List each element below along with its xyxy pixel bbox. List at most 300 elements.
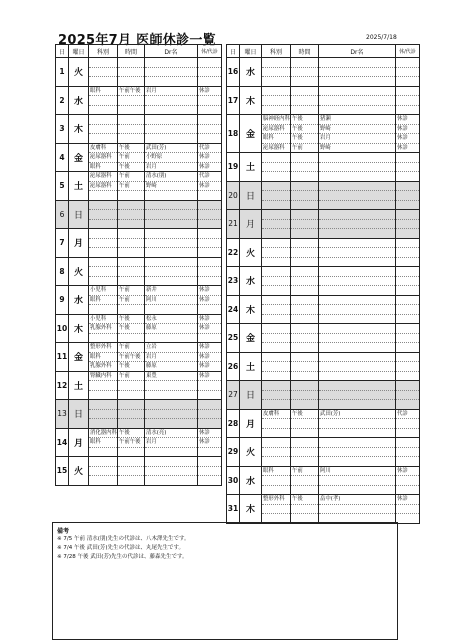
doctor-cell	[144, 371, 197, 400]
entry-doctor: 小野原	[145, 153, 197, 163]
entry-dept	[262, 448, 290, 458]
entry-doctor	[319, 305, 395, 315]
entry-status	[396, 296, 419, 306]
entry-status	[198, 106, 221, 115]
entry-dept: 眼科	[90, 163, 101, 170]
entry-doctor	[145, 58, 197, 68]
entry-status: 代診	[198, 144, 221, 154]
entry-status: 休診	[198, 163, 210, 170]
entry-status	[198, 229, 221, 239]
entry-time	[118, 134, 144, 143]
time-cell	[117, 257, 144, 286]
day-row	[227, 153, 420, 182]
entry-status: 休診	[198, 438, 221, 448]
entry-time	[291, 296, 318, 306]
entry-doctor	[145, 96, 197, 106]
dept-cell	[89, 257, 118, 286]
time-cell	[290, 115, 318, 153]
entry-doctor	[319, 315, 395, 324]
entry-dept	[89, 58, 117, 68]
entry-status	[198, 305, 221, 314]
time-cell	[117, 172, 144, 201]
entry-status	[396, 315, 419, 324]
day-row	[56, 257, 222, 286]
entry-doctor	[145, 277, 197, 286]
entry-time	[291, 505, 318, 515]
entry-doctor	[145, 476, 197, 485]
entry-dept	[89, 134, 117, 143]
day-number: 4	[56, 143, 69, 172]
entry-time	[291, 239, 318, 249]
entry-status: 休診	[198, 343, 221, 353]
time-cell	[290, 381, 318, 410]
status-cell	[197, 257, 221, 286]
dept-cell	[262, 352, 291, 381]
entry-dept: 乳腺外科	[89, 324, 117, 334]
entry-doctor	[319, 201, 395, 210]
entry-time: 午前	[118, 296, 144, 306]
entry-status	[198, 77, 221, 86]
entry-status	[396, 457, 419, 466]
entry-doctor: 岩月	[319, 134, 395, 144]
remarks-title: 備考	[57, 528, 70, 535]
time-cell	[290, 267, 318, 296]
schedule-table-left	[55, 44, 222, 486]
status-cell	[197, 400, 221, 429]
entry-dept	[262, 315, 290, 324]
weekday: 月	[240, 210, 262, 239]
time-cell	[290, 295, 318, 324]
entry-dept: 乳腺外科	[90, 363, 112, 369]
day-number: 12	[56, 371, 69, 400]
entry-time	[118, 305, 144, 314]
status-cell	[197, 457, 221, 486]
entry-status	[198, 201, 221, 211]
entry-time	[118, 448, 144, 457]
dept-cell	[262, 181, 291, 210]
entry-status	[396, 400, 419, 409]
header-row	[227, 45, 420, 58]
entry-dept	[89, 258, 117, 268]
entry-time	[291, 201, 318, 210]
weekday: 金	[240, 324, 262, 353]
time-cell	[117, 371, 144, 400]
entry-status: 休診	[396, 115, 419, 125]
dept-cell	[89, 200, 118, 229]
entry-dept	[89, 381, 117, 391]
entry-time	[118, 400, 144, 410]
weekday: 水	[69, 86, 89, 115]
weekday: 木	[240, 495, 262, 524]
entry-time	[291, 438, 318, 448]
weekday: 水	[240, 466, 262, 495]
entry-doctor: 武田(芳)	[145, 144, 197, 154]
entry-time: 午後	[118, 163, 130, 170]
doctor-cell	[144, 115, 197, 144]
weekday: 土	[69, 172, 89, 201]
entry-time	[291, 457, 318, 466]
entry-doctor: 野崎	[319, 144, 331, 151]
entry-doctor	[319, 362, 395, 372]
entry-status: 休診	[198, 363, 210, 369]
entry-dept	[89, 229, 117, 239]
status-cell	[197, 200, 221, 229]
status-cell	[197, 172, 221, 201]
entry-dept	[89, 457, 117, 467]
weekday: 水	[69, 286, 89, 315]
dept-cell	[262, 381, 291, 410]
entry-dept	[262, 353, 290, 363]
entry-doctor	[319, 391, 395, 401]
header-weekday: 曜日	[240, 45, 262, 58]
doctor-cell	[318, 153, 395, 182]
entry-dept	[89, 305, 117, 314]
entry-time: 午前	[118, 153, 144, 163]
day-number: 27	[227, 381, 240, 410]
day-row	[56, 457, 222, 486]
entry-time	[291, 419, 318, 429]
entry-status	[396, 172, 419, 181]
entry-doctor	[145, 191, 197, 200]
entry-time	[291, 220, 318, 230]
day-number: 28	[227, 409, 240, 438]
entry-dept	[89, 467, 117, 477]
doctor-cell	[318, 324, 395, 353]
entry-status	[198, 419, 221, 428]
entry-dept	[89, 115, 117, 125]
day-row	[227, 438, 420, 467]
print-date: 2025/7/18	[366, 34, 397, 41]
entry-doctor	[145, 381, 197, 391]
entry-time: 午後	[118, 315, 144, 325]
entry-time	[118, 239, 144, 249]
entry-doctor	[319, 153, 395, 163]
entry-doctor	[319, 77, 395, 86]
entry-doctor: 藤原	[145, 363, 157, 369]
entry-doctor	[145, 134, 197, 143]
entry-dept	[262, 267, 290, 277]
entry-status	[396, 58, 419, 68]
entry-time: 午前	[291, 144, 303, 151]
entry-dept: 眼科	[262, 467, 290, 477]
entry-status	[396, 448, 419, 458]
doctor-cell	[144, 343, 197, 372]
entry-time	[118, 277, 144, 286]
entry-time	[291, 286, 318, 295]
entry-doctor	[319, 353, 395, 363]
entry-doctor	[319, 324, 395, 334]
entry-time	[291, 106, 318, 115]
entry-doctor	[319, 239, 395, 249]
entry-status	[396, 353, 419, 363]
status-cell	[395, 115, 419, 153]
entry-dept	[89, 220, 117, 229]
time-cell	[117, 314, 144, 343]
entry-doctor	[145, 419, 197, 428]
weekday: 火	[69, 58, 89, 87]
header-time: 時間	[290, 45, 318, 58]
status-cell	[197, 115, 221, 144]
remarks-line: ※ 7/28 午後 武田(芳)先生の代診は、藤森先生です。	[57, 554, 188, 560]
entry-dept: 泌尿器科	[89, 153, 117, 163]
day-row	[227, 86, 420, 115]
day-row	[227, 267, 420, 296]
entry-doctor	[319, 267, 395, 277]
status-cell	[197, 286, 221, 315]
page-title: 2025年7月 医師休診一覧	[58, 33, 216, 48]
entry-dept	[262, 248, 290, 258]
time-cell	[117, 143, 144, 172]
entry-dept	[89, 201, 117, 211]
dept-cell	[262, 86, 291, 115]
entry-time	[291, 372, 318, 381]
entry-time	[291, 87, 318, 97]
entry-status	[198, 334, 221, 343]
entry-dept: 眼科	[89, 438, 117, 448]
entry-status	[396, 220, 419, 230]
entry-dept: 泌尿器科	[89, 172, 117, 182]
time-cell	[117, 58, 144, 87]
entry-doctor: 畠中(孝)	[319, 495, 395, 505]
status-cell	[197, 314, 221, 343]
entry-doctor	[145, 400, 197, 410]
entry-doctor	[145, 68, 197, 78]
entry-dept	[262, 239, 290, 249]
entry-doctor	[145, 448, 197, 457]
time-cell	[290, 153, 318, 182]
day-row	[56, 200, 222, 229]
day-number: 30	[227, 466, 240, 495]
doctor-cell	[318, 295, 395, 324]
day-row	[227, 495, 420, 524]
doctor-cell	[318, 438, 395, 467]
entry-status	[396, 429, 419, 438]
status-cell	[395, 210, 419, 239]
entry-status	[198, 239, 221, 249]
entry-time: 午後	[291, 410, 318, 420]
day-number: 8	[56, 257, 69, 286]
entry-time	[118, 115, 144, 125]
entry-dept	[262, 96, 290, 106]
dept-cell	[89, 371, 118, 400]
weekday: 日	[240, 181, 262, 210]
entry-status: 休診	[396, 467, 419, 477]
entry-doctor: 岩月	[145, 163, 157, 170]
entry-time	[118, 381, 144, 391]
status-cell	[197, 58, 221, 87]
entry-dept	[89, 77, 117, 86]
entry-doctor	[145, 467, 197, 477]
dept-cell	[262, 153, 291, 182]
entry-time	[291, 324, 318, 334]
entry-doctor: 阿川	[319, 467, 395, 477]
status-cell	[197, 428, 221, 457]
time-cell	[117, 457, 144, 486]
weekday: 火	[240, 438, 262, 467]
dept-cell	[89, 457, 118, 486]
dept-cell	[262, 210, 291, 239]
entry-status	[396, 505, 419, 515]
entry-dept	[89, 391, 117, 400]
entry-doctor	[319, 419, 395, 429]
entry-dept	[89, 248, 117, 257]
status-cell	[395, 295, 419, 324]
entry-dept: 整形外科	[262, 495, 290, 505]
weekday: 月	[69, 428, 89, 457]
weekday: 火	[69, 457, 89, 486]
entry-doctor	[319, 182, 395, 192]
entry-time: 午前	[118, 172, 144, 182]
entry-status: 代診	[396, 410, 419, 420]
dept-cell	[89, 400, 118, 429]
entry-dept	[262, 343, 290, 352]
entry-doctor	[145, 410, 197, 420]
day-number: 23	[227, 267, 240, 296]
entry-doctor	[319, 296, 395, 306]
entry-doctor: 岩月	[145, 353, 197, 363]
status-cell	[395, 352, 419, 381]
entry-time	[291, 258, 318, 267]
entry-status	[396, 96, 419, 106]
entry-time	[118, 391, 144, 400]
time-cell	[117, 343, 144, 372]
entry-status	[396, 191, 419, 201]
day-row	[227, 295, 420, 324]
entry-status	[396, 163, 419, 173]
day-number: 18	[227, 115, 240, 153]
entry-status	[198, 68, 221, 78]
entry-time: 午前	[118, 182, 144, 192]
weekday: 火	[69, 257, 89, 286]
entry-doctor	[145, 77, 197, 86]
day-row	[227, 409, 420, 438]
entry-dept: 泌尿器科	[263, 144, 285, 151]
entry-status	[396, 277, 419, 287]
entry-status	[396, 486, 419, 495]
day-number: 6	[56, 200, 69, 229]
day-row	[56, 172, 222, 201]
entry-status	[198, 210, 221, 220]
entry-time: 午前	[118, 343, 144, 353]
entry-status	[198, 467, 221, 477]
entry-doctor	[145, 229, 197, 239]
entry-status: 休診	[198, 315, 221, 325]
entry-status	[396, 362, 419, 372]
entry-dept	[262, 505, 290, 515]
entry-time	[291, 362, 318, 372]
day-number: 1	[56, 58, 69, 87]
entry-doctor	[319, 429, 395, 438]
entry-status: 休診	[396, 125, 419, 135]
entry-time	[291, 277, 318, 287]
entry-status	[198, 258, 221, 268]
entry-dept	[262, 419, 290, 429]
entry-dept: 小児科	[89, 286, 117, 296]
entry-status	[198, 267, 221, 277]
entry-dept	[262, 258, 290, 267]
entry-status: 休診	[198, 153, 221, 163]
dept-cell	[89, 86, 118, 115]
time-cell	[117, 286, 144, 315]
entry-dept	[262, 277, 290, 287]
entry-status	[396, 153, 419, 163]
entry-doctor	[319, 248, 395, 258]
entry-doctor	[145, 305, 197, 314]
weekday: 木	[69, 314, 89, 343]
entry-dept	[89, 277, 117, 286]
entry-dept	[262, 220, 290, 230]
entry-status	[396, 77, 419, 86]
header-time: 時間	[117, 45, 144, 58]
entry-time	[291, 486, 318, 495]
remarks-box	[52, 522, 398, 640]
entry-time	[118, 248, 144, 257]
entry-time: 午前	[291, 467, 318, 477]
doctor-cell	[144, 58, 197, 87]
day-number: 31	[227, 495, 240, 524]
entry-status	[396, 267, 419, 277]
dept-cell	[262, 295, 291, 324]
header-row	[56, 45, 222, 58]
doctor-cell	[318, 495, 395, 524]
day-row	[56, 343, 222, 372]
entry-doctor	[145, 258, 197, 268]
entry-doctor	[319, 343, 395, 352]
entry-time	[118, 77, 144, 86]
entry-doctor	[145, 210, 197, 220]
entry-status: 休診	[396, 144, 408, 151]
doctor-cell	[318, 181, 395, 210]
day-number: 29	[227, 438, 240, 467]
entry-doctor: 野崎	[319, 125, 395, 135]
time-cell	[290, 324, 318, 353]
weekday: 月	[69, 229, 89, 258]
entry-time	[118, 201, 144, 211]
entry-doctor	[319, 476, 395, 486]
entry-doctor	[319, 448, 395, 458]
entry-time	[291, 77, 318, 86]
doctor-cell	[144, 172, 197, 201]
day-number: 2	[56, 86, 69, 115]
doctor-cell	[144, 200, 197, 229]
day-number: 11	[56, 343, 69, 372]
entry-time	[291, 476, 318, 486]
entry-dept	[262, 381, 290, 391]
entry-dept	[262, 201, 290, 210]
entry-dept: 皮膚科	[262, 410, 290, 420]
doctor-cell	[144, 428, 197, 457]
entry-status: 休診	[396, 134, 419, 144]
time-cell	[290, 438, 318, 467]
doctor-cell	[144, 314, 197, 343]
time-cell	[117, 115, 144, 144]
doctor-cell	[144, 400, 197, 429]
weekday: 木	[240, 295, 262, 324]
dept-cell	[262, 267, 291, 296]
entry-dept	[262, 163, 290, 173]
time-cell	[117, 200, 144, 229]
entry-doctor	[319, 334, 395, 344]
day-number: 16	[227, 58, 240, 87]
entry-dept	[89, 125, 117, 135]
entry-status	[198, 115, 221, 125]
entry-doctor: 清水(亮)	[145, 429, 197, 439]
header-status: 休/代診	[395, 45, 419, 58]
entry-status	[198, 134, 221, 143]
entry-dept: 眼科	[262, 134, 290, 144]
doctor-cell	[318, 210, 395, 239]
status-cell	[197, 143, 221, 172]
